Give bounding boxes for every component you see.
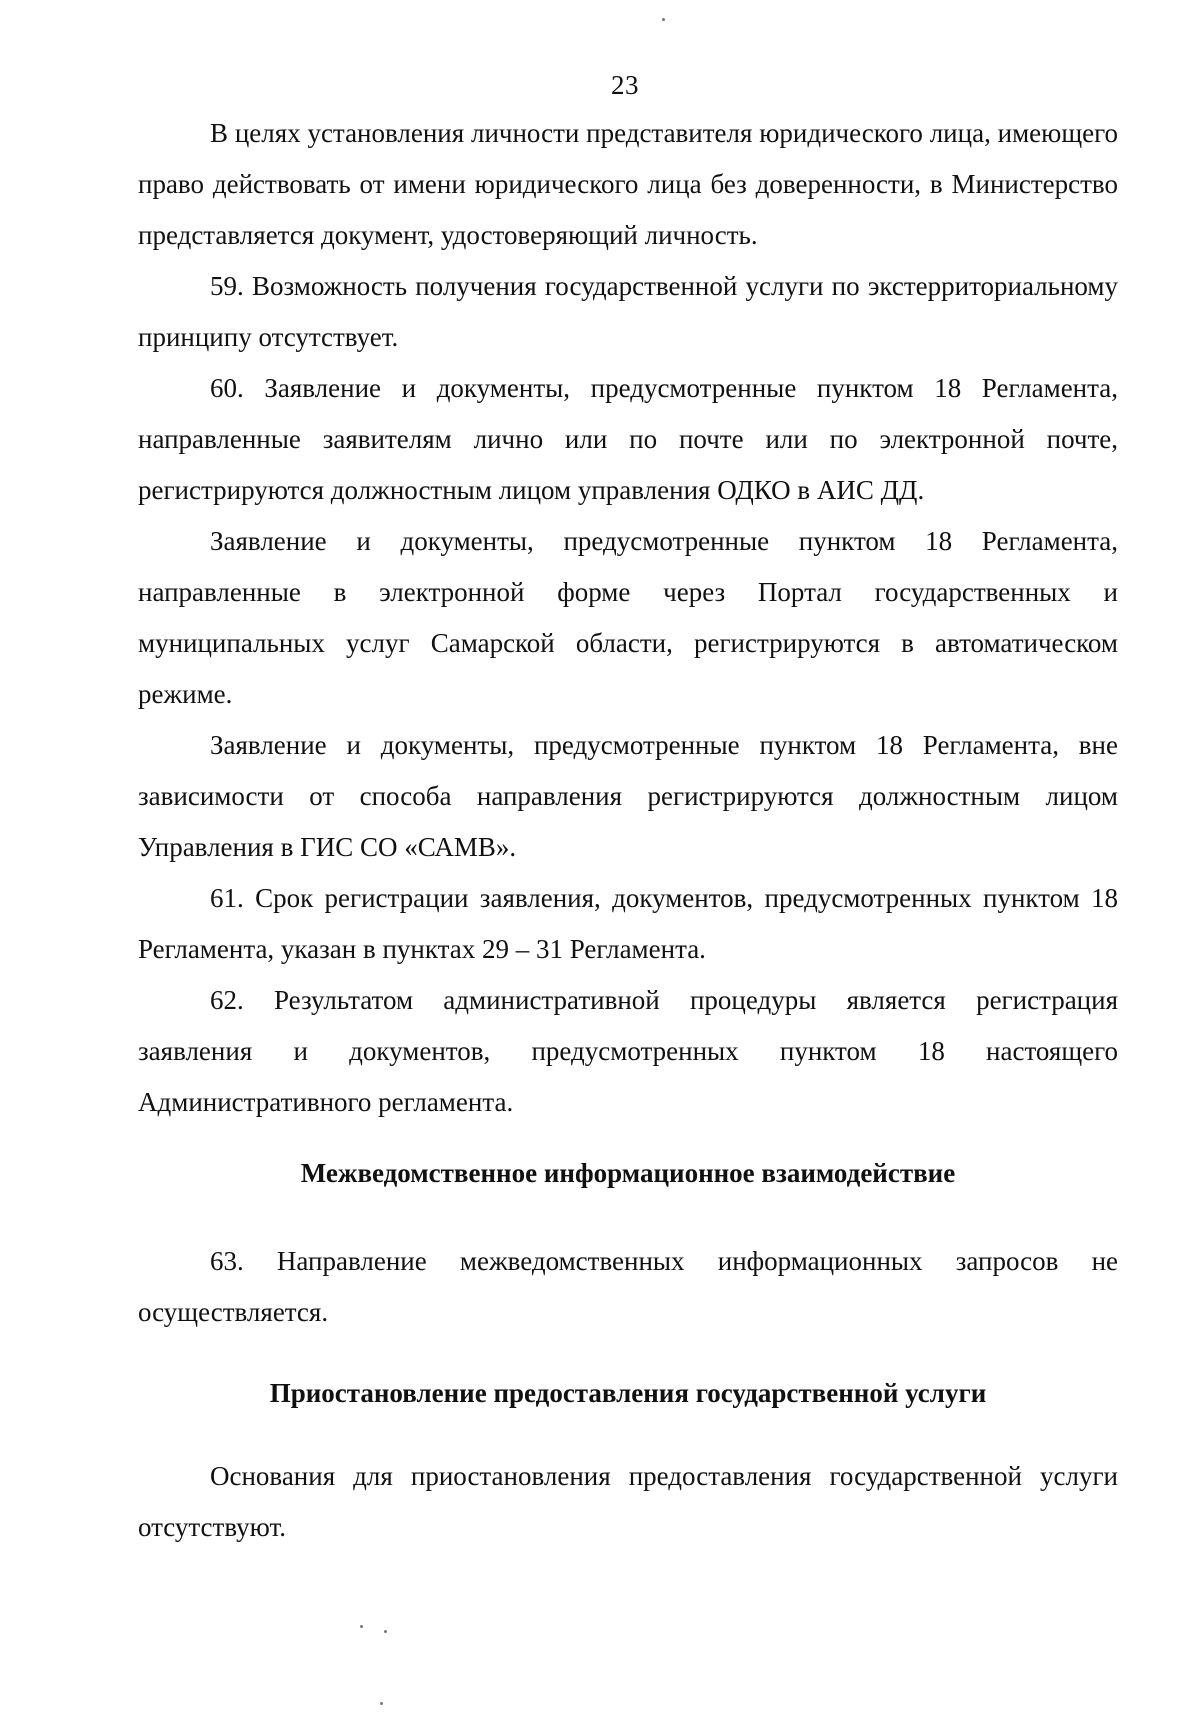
- scan-speck: [380, 1702, 383, 1705]
- interagency-text-block: [138, 1236, 1118, 1338]
- suspension-text-block: [138, 1451, 1118, 1553]
- section-heading-interagency: Межведомственное информационное взаимодействие: [300, 1158, 956, 1188]
- scan-speck: [360, 1625, 363, 1628]
- main-text-block: [138, 108, 1118, 1128]
- paragraph-samv-registration: Заявление и документы, предусмотренные пунктом 18 Регламента, вне зависимости от способа направления регистрируются должностным лицом Управления в ГИС СО «САМВ».: [138, 730, 1118, 862]
- paragraph-63: 63. Направление межведомственных информационных запросов не осуществляется.: [138, 1246, 1118, 1327]
- paragraph-62: 62. Результатом административной процедуры является регистрация заявления и документов, предусмотренных пунктом 18 настоящего Административного регламента.: [138, 985, 1118, 1117]
- scan-speck: [384, 1630, 387, 1633]
- paragraph-electronic-registration: Заявление и документы, предусмотренные пунктом 18 Регламента, направленные в электронной форме через Портал государственных и муниципальных услуг Самарской области, регистрируются в автоматическом режиме.: [138, 526, 1118, 709]
- paragraph-suspension-grounds: Основания для приостановления предоставления государственной услуги отсутствуют.: [138, 1461, 1118, 1542]
- page-number: 23: [611, 70, 639, 100]
- paragraph-identity-document: В целях установления личности представителя юридического лица, имеющего право действовать от имени юридического лица без доверенности, в Министерство представляется документ, удостоверяющий личность.: [138, 118, 1118, 250]
- paragraph-61: 61. Срок регистрации заявления, документов, предусмотренных пунктом 18 Регламента, указан в пунктах 29 – 31 Регламента.: [138, 883, 1118, 964]
- paragraph-59: 59. Возможность получения государственной услуги по экстерриториальному принципу отсутствует.: [138, 271, 1118, 352]
- scan-speck: [662, 18, 665, 21]
- paragraph-60: 60. Заявление и документы, предусмотренные пунктом 18 Регламента, направленные заявителям лично или по почте или по электронной почте, регистрируются должностным лицом управления ОДКО в АИС ДД.: [138, 373, 1118, 505]
- section-heading-suspension: Приостановление предоставления государственной услуги: [269, 1378, 987, 1408]
